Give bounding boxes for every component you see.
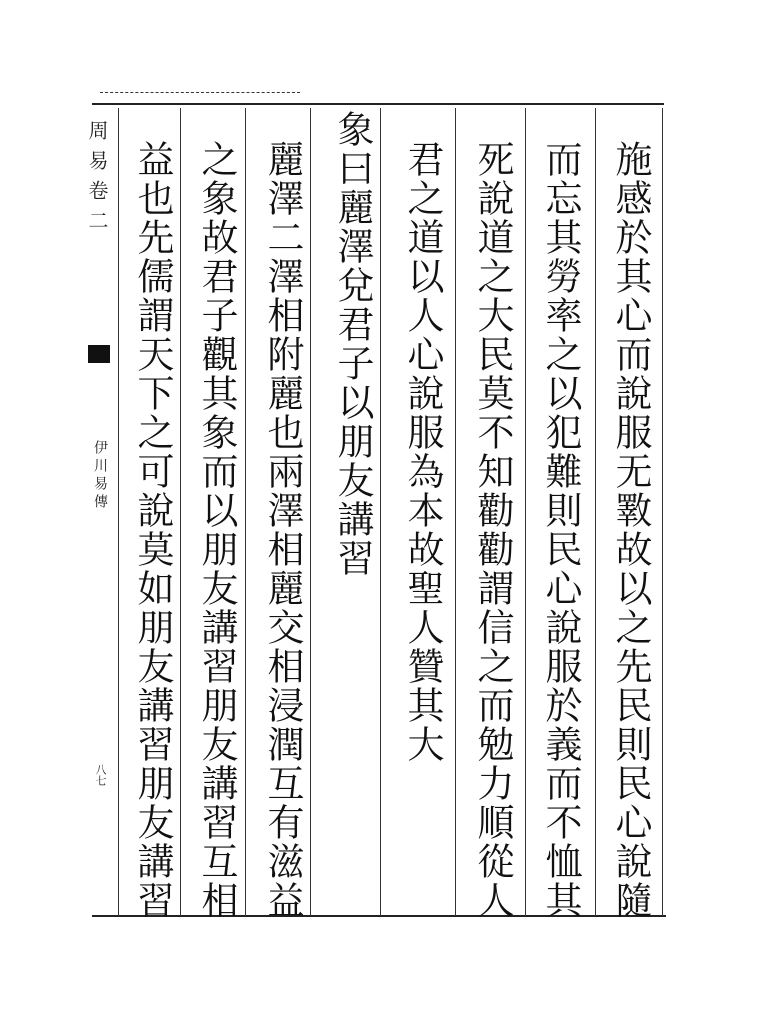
top-border	[92, 103, 664, 105]
margin-divider	[118, 108, 119, 916]
text-column-1: 施感於其心而說服无斁故以之先民則民心說隨	[609, 140, 652, 920]
text-column-6: 麗澤二澤相附麗也兩澤相麗交相浸潤互有滋益	[261, 140, 304, 920]
text-column-2: 而忘其勞率之以犯難則民心說服於義而不恤其	[539, 140, 582, 920]
text-column-5: 象曰麗澤兌君子以朋友講習	[331, 110, 374, 578]
top-border-dashes	[100, 92, 300, 94]
right-border	[662, 108, 663, 916]
author-note: 伊川易傳	[92, 440, 108, 512]
column-divider	[525, 108, 526, 916]
text-column-3: 死說道之大民莫不知勸勸謂信之而勉力順從人	[471, 140, 514, 920]
text-column-8: 益也先儒謂天下之可說莫如朋友講習朋友講習	[131, 140, 174, 920]
page-number: 八七	[94, 764, 107, 786]
book-title: 周易卷二	[85, 120, 109, 240]
text-column-7: 之象故君子觀其象而以朋友講習朋友講習互相	[195, 140, 238, 920]
fishtail-mark	[88, 345, 110, 363]
column-divider	[455, 108, 456, 916]
text-column-4: 君之道以人心說服為本故聖人贊其大	[401, 140, 444, 764]
column-divider	[595, 108, 596, 916]
